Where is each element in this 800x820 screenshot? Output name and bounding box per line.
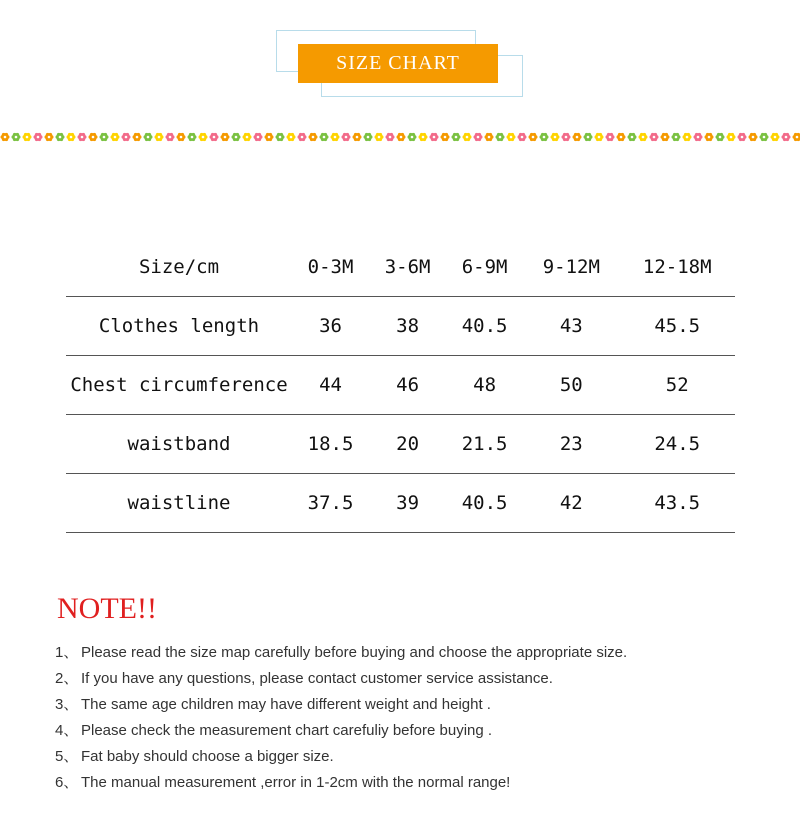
size-chart-title: SIZE CHART xyxy=(298,44,498,83)
flower-icon xyxy=(661,133,670,141)
flower-icon xyxy=(694,133,703,141)
note-number: 4、 xyxy=(55,722,79,739)
flower-icon xyxy=(716,133,725,141)
flower-icon xyxy=(89,133,98,141)
flower-divider xyxy=(0,128,800,146)
flower-icon xyxy=(419,133,428,141)
flower-icon xyxy=(1,133,10,141)
note-text: The manual measurement ,error in 1-2cm with the normal range! xyxy=(81,774,511,791)
flower-icon xyxy=(485,133,494,141)
table-row xyxy=(66,297,735,356)
flower-icon xyxy=(771,133,780,141)
flower-icon xyxy=(595,133,604,141)
flower-icon xyxy=(144,133,153,141)
table-cell: 46 xyxy=(369,356,446,415)
flower-icon xyxy=(639,133,648,141)
table-cell: 21.5 xyxy=(446,415,523,474)
size-table xyxy=(66,238,735,533)
flower-icon xyxy=(584,133,593,141)
note-number: 3、 xyxy=(55,696,79,713)
table-cell: 42 xyxy=(523,474,619,533)
flower-icon xyxy=(782,133,791,141)
table-cell: 23 xyxy=(523,415,619,474)
note-item xyxy=(55,744,627,770)
header-cell: 3-6M xyxy=(369,238,446,297)
flower-icon xyxy=(474,133,483,141)
flower-icon xyxy=(397,133,406,141)
flower-icon xyxy=(243,133,252,141)
flower-icon xyxy=(606,133,615,141)
flower-icon xyxy=(342,133,351,141)
flower-icon xyxy=(793,133,800,141)
flower-icon xyxy=(672,133,681,141)
flower-icon xyxy=(210,133,219,141)
note-title: NOTE!! xyxy=(57,592,157,625)
flower-icon xyxy=(45,133,54,141)
flower-icon xyxy=(628,133,637,141)
header-cell: Size/cm xyxy=(66,238,292,297)
flower-icon xyxy=(166,133,175,141)
table-cell: 43.5 xyxy=(619,474,735,533)
flower-icon xyxy=(617,133,626,141)
flower-icon xyxy=(408,133,417,141)
header-cell: 12-18M xyxy=(619,238,735,297)
note-text: Please check the measurement chart carefuliy before buying . xyxy=(81,722,493,739)
flower-icon xyxy=(452,133,461,141)
table-cell: 40.5 xyxy=(446,474,523,533)
row-label: Chest circumference xyxy=(66,356,292,415)
note-number: 6、 xyxy=(55,774,79,791)
flower-icon xyxy=(12,133,21,141)
flower-icon xyxy=(100,133,109,141)
flower-icon xyxy=(298,133,307,141)
table-header-row xyxy=(66,238,735,297)
flower-icon xyxy=(254,133,263,141)
flower-icon xyxy=(353,133,362,141)
note-item xyxy=(55,718,627,744)
table-cell: 36 xyxy=(292,297,369,356)
flower-icon xyxy=(650,133,659,141)
table-cell: 18.5 xyxy=(292,415,369,474)
flower-icon xyxy=(760,133,769,141)
notes-list xyxy=(55,640,627,796)
flower-icon xyxy=(188,133,197,141)
flower-icon xyxy=(551,133,560,141)
note-text: If you have any questions, please contact customer service assistance. xyxy=(81,670,553,687)
flower-icon xyxy=(430,133,439,141)
flower-icon xyxy=(133,133,142,141)
table-cell: 38 xyxy=(369,297,446,356)
note-text: Please read the size map carefully before buying and choose the appropriate size. xyxy=(81,644,628,661)
flower-icon xyxy=(364,133,373,141)
table-cell: 39 xyxy=(369,474,446,533)
flower-icon xyxy=(705,133,714,141)
flower-icon xyxy=(287,133,296,141)
flower-icon xyxy=(540,133,549,141)
note-number: 2、 xyxy=(55,670,79,687)
flower-icon xyxy=(463,133,472,141)
table-cell: 24.5 xyxy=(619,415,735,474)
flower-icon xyxy=(221,133,230,141)
flower-icon xyxy=(23,133,32,141)
table-cell: 44 xyxy=(292,356,369,415)
flower-icon xyxy=(177,133,186,141)
table-row xyxy=(66,415,735,474)
flower-icon xyxy=(78,133,87,141)
flower-icon xyxy=(122,133,131,141)
flower-icon xyxy=(738,133,747,141)
flower-icon xyxy=(727,133,736,141)
header-cell: 9-12M xyxy=(523,238,619,297)
flower-icon xyxy=(507,133,516,141)
note-item xyxy=(55,770,627,796)
flower-icon xyxy=(111,133,120,141)
flower-icon xyxy=(232,133,241,141)
note-item xyxy=(55,692,627,718)
table-cell: 37.5 xyxy=(292,474,369,533)
note-text: Fat baby should choose a bigger size. xyxy=(81,748,334,765)
table-cell: 52 xyxy=(619,356,735,415)
flower-icon xyxy=(155,133,164,141)
flower-icon xyxy=(309,133,318,141)
flower-icon xyxy=(562,133,571,141)
flower-icon xyxy=(518,133,527,141)
flower-icon xyxy=(375,133,384,141)
row-label: waistband xyxy=(66,415,292,474)
note-number: 1、 xyxy=(55,644,79,661)
flower-icon xyxy=(683,133,692,141)
flower-icon xyxy=(34,133,43,141)
note-number: 5、 xyxy=(55,748,79,765)
note-item xyxy=(55,666,627,692)
table-cell: 43 xyxy=(523,297,619,356)
flower-icon xyxy=(573,133,582,141)
flower-icon xyxy=(386,133,395,141)
note-item xyxy=(55,640,627,666)
flower-icon xyxy=(749,133,758,141)
table-cell: 20 xyxy=(369,415,446,474)
flower-icon xyxy=(56,133,65,141)
flower-icon xyxy=(529,133,538,141)
table-cell: 50 xyxy=(523,356,619,415)
flower-icon xyxy=(331,133,340,141)
flower-icon xyxy=(67,133,76,141)
flower-icon xyxy=(496,133,505,141)
size-chart-header xyxy=(0,0,800,110)
flower-icon xyxy=(320,133,329,141)
flower-icon xyxy=(265,133,274,141)
table-cell: 48 xyxy=(446,356,523,415)
table-cell: 45.5 xyxy=(619,297,735,356)
header-cell: 0-3M xyxy=(292,238,369,297)
note-text: The same age children may have different weight and height . xyxy=(81,696,491,713)
row-label: waistline xyxy=(66,474,292,533)
flower-icon xyxy=(441,133,450,141)
table-cell: 40.5 xyxy=(446,297,523,356)
flower-icon xyxy=(199,133,208,141)
flower-icon xyxy=(276,133,285,141)
table-row xyxy=(66,356,735,415)
header-cell: 6-9M xyxy=(446,238,523,297)
table-row xyxy=(66,474,735,533)
row-label: Clothes length xyxy=(66,297,292,356)
